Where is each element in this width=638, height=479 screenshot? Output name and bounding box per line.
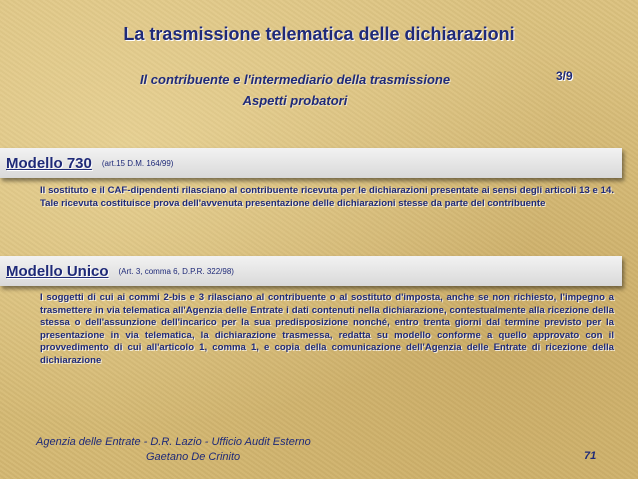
footer: [36, 435, 336, 465]
page-number: 71: [584, 450, 597, 462]
section-bar-modello-unico: [0, 256, 622, 286]
slide-title: La trasmissione telematica delle dichiarazioni: [123, 24, 515, 44]
subtitle-line-1: Il contribuente e l'intermediario della trasmissione: [139, 72, 451, 87]
footer-author: Gaetano De Crinito: [146, 451, 241, 463]
subtitle-line-2: Aspetti probatori: [242, 93, 348, 108]
section-text-modello-730: Il sostituto e il CAF-dipendenti rilasciano al contribuente ricevuta per le dichiarazioni presentate ai sensi degli articoli 13 e 14. Tale ricevuta costituisce prova dell'avvenuta presentazione delle dichiarazioni stesse da parte del contribuente: [40, 185, 614, 209]
section-text-modello-unico: I soggetti di cui ai commi 2-bis e 3 rilasciano al contribuente o al sostituto d'imposta, anche se non richiesto, l'impegno a trasmettere in via telematica all'Agenzia delle Entrate i dati contenuti nella dichiarazione, contestualmente alla ricezione della stessa o dell'assunzione dell'incarico per la sua predisposizione nonché, entro trenta giorni dal termine previsto per la presentazione in via telematica, la dichiarazione trasmessa, redatta su modello conforme a quello approvato con il provvedimento di cui all'articolo 1, comma 1, e copia della comunicazione dell'Agenzia delle Entrate di ricezione della dichiarazione: [40, 292, 614, 366]
section-heading-modello-730: Modello 730: [6, 154, 92, 172]
section-heading-modello-unico: Modello Unico: [6, 262, 109, 280]
section-reference-modello-730: (art.15 D.M. 164/99): [101, 158, 174, 168]
section-page-marker: 3/9: [556, 69, 573, 83]
section-bar-modello-730: [0, 148, 622, 178]
section-reference-modello-unico: (Art. 3, comma 6, D.P.R. 322/98): [118, 266, 234, 276]
footer-organization: Agenzia delle Entrate - D.R. Lazio - Ufficio Audit Esterno: [36, 436, 311, 448]
